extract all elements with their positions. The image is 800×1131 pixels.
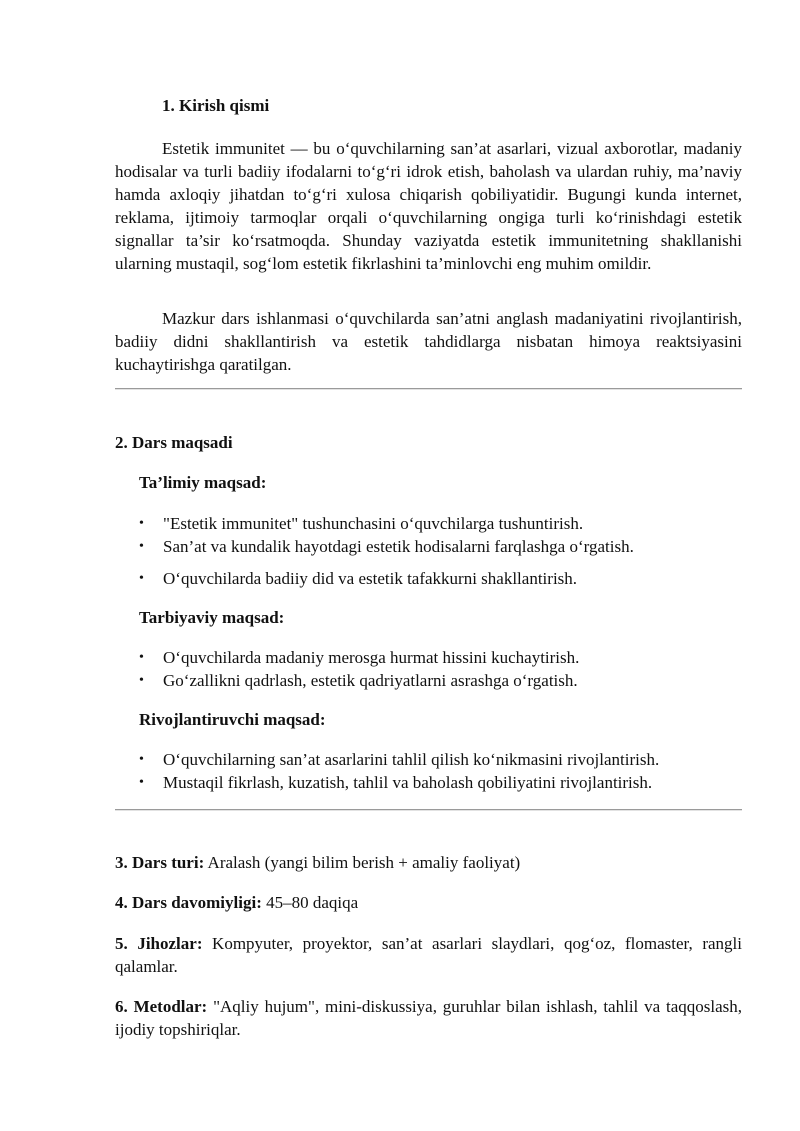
bullet-icon: •: [139, 571, 144, 586]
section-divider: [115, 388, 742, 390]
list-item: • Mustaqil fikrlash, kuzatish, tahlil va baholash qobiliyatini rivojlantirish.: [139, 773, 653, 792]
educational-goal-list: [115, 512, 742, 590]
developmental-goal-list: [115, 748, 742, 794]
list-item: • O‘quvchilarning san’at asarlarini tahlil qilish ko‘nikmasini rivojlantirish.: [139, 750, 660, 769]
equipment-line: [115, 932, 742, 978]
bullet-icon: •: [139, 650, 144, 665]
upbringing-goal-list: [115, 646, 742, 692]
lesson-duration-value: 45–80 daqiqa: [261, 893, 359, 912]
equipment-label: 5. Jihozlar:: [115, 934, 203, 953]
methods-value: "Aqliy hujum", mini-diskussiya, guruhlar bilan ishlash, tahlil va taqqoslash, ijodiy topshiriqlar.: [115, 997, 743, 1039]
list-item: • O‘quvchilarda madaniy merosga hurmat hissini kuchaytirish.: [139, 648, 580, 667]
intro-paragraph-1: Estetik immunitet — bu o‘quvchilarning san’at asarlari, vizual axborotlar, madaniy hodisalar va turli badiiy ifodalarni to‘g‘ri idrok etish, baholash va ulardan ruhiy, ma’naviy hamda axloqiy jihatdan to‘g‘ri xulosa chiqarish qobiliyatidir. Bugungi kunda internet, reklama, ijtimoiy tarmoqlar orqali o‘quvchilarning ongiga turli ko‘rinishdagi estetik signallar ta’sir ko‘rsatmoqda. Shunday vaziyatda estetik immunitetning shakllanishi ularning mustaqil, sog‘lom estetik fikrlashini ta’minlovchi eng muhim omildir.: [115, 139, 742, 273]
lesson-duration-line: [115, 891, 742, 914]
subheading-upbringing-goal: Tarbiyaviy maqsad:: [139, 608, 285, 627]
section-heading-intro: 1. Kirish qismi: [162, 96, 270, 115]
lesson-duration-label: 4. Dars davomiyligi:: [115, 893, 262, 912]
methods-line: [115, 995, 742, 1041]
bullet-icon: •: [139, 775, 144, 790]
methods-label: 6. Metodlar:: [115, 997, 208, 1016]
section-heading-goals: 2. Dars maqsadi: [115, 433, 233, 452]
bullet-icon: •: [139, 516, 144, 531]
bullet-icon: •: [139, 752, 144, 767]
intro-paragraph-2: Mazkur dars ishlanmasi o‘quvchilarda san’atni anglash madaniyatini rivojlantirish, badiiy didni shakllantirish va estetik tahdidlarga nisbatan himoya reaktsiyasini kuchaytirishga qaratilgan.: [115, 309, 742, 374]
subheading-developmental-goal: Rivojlantiruvchi maqsad:: [139, 710, 326, 729]
section-divider: [115, 809, 742, 811]
bullet-icon: •: [139, 673, 144, 688]
lesson-type-label: 3. Dars turi:: [115, 853, 205, 872]
list-item: • San’at va kundalik hayotdagi estetik hodisalarni farqlashga o‘rgatish.: [139, 537, 634, 556]
lesson-type-value: Aralash (yangi bilim berish + amaliy faoliyat): [204, 853, 521, 872]
list-item: • O‘quvchilarda badiiy did va estetik tafakkurni shakllantirish.: [139, 569, 578, 588]
bullet-icon: •: [139, 539, 144, 554]
lesson-type-line: [115, 851, 742, 874]
list-item: • Go‘zallikni qadrlash, estetik qadriyatlarni asrashga o‘rgatish.: [139, 671, 578, 690]
equipment-value: Kompyuter, proyektor, san’at asarlari slaydlari, qog‘oz, flomaster, rangli qalamlar.: [115, 934, 743, 976]
list-item: • "Estetik immunitet" tushunchasini o‘quvchilarga tushuntirish.: [139, 514, 584, 533]
subheading-educational-goal: Ta’limiy maqsad:: [139, 473, 267, 492]
